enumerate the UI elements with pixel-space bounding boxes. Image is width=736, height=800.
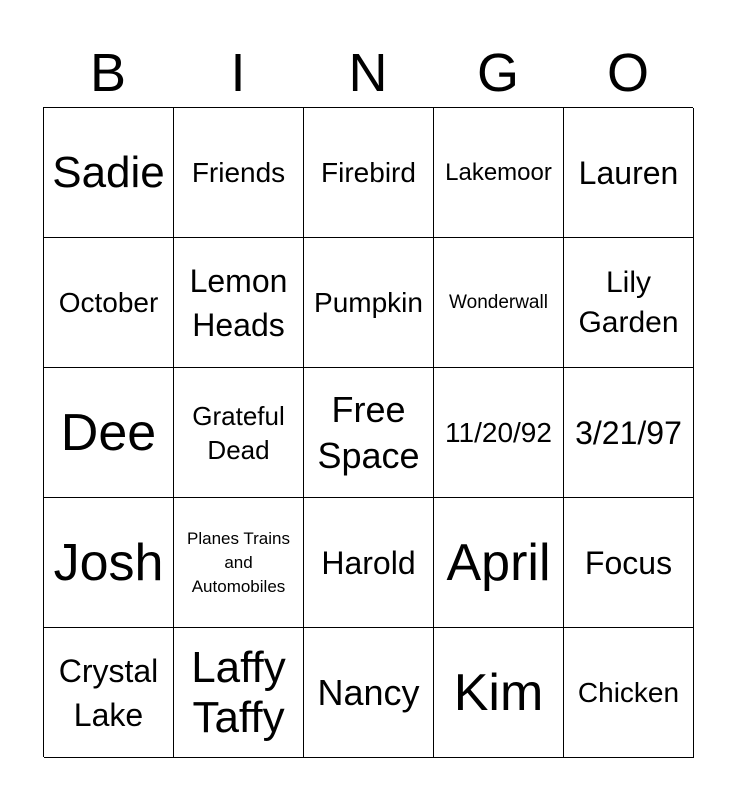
bingo-cell[interactable] [564,238,694,368]
bingo-cell[interactable] [564,628,694,758]
bingo-header [43,40,693,106]
bingo-cell[interactable] [434,498,564,628]
bingo-cell[interactable] [174,628,304,758]
bingo-cell[interactable] [564,108,694,238]
bingo-cell[interactable] [564,498,694,628]
bingo-cell[interactable] [434,368,564,498]
cell-text: Planes Trains and Automobiles [187,528,290,596]
cell-text: Dee [60,403,157,462]
bingo-cell[interactable] [174,108,304,238]
cell-text: Lakemoor [445,158,552,186]
bingo-cell[interactable] [44,628,174,758]
cell-text: Friends [191,156,286,188]
cell-text: Grateful Dead [192,400,285,465]
cell-text: Harold [321,544,416,581]
bingo-board [43,107,693,757]
free-space-text: Free Space [317,388,420,476]
cell-text: 3/21/97 [575,414,682,451]
bingo-cell[interactable] [44,368,174,498]
cell-text: Nancy [317,671,420,713]
bingo-cell[interactable] [44,498,174,628]
header-letter-b: B [89,43,127,103]
cell-text: Lemon Heads [189,262,288,343]
header-letter-i: I [230,43,246,103]
cell-text: Wonderwall [449,291,548,313]
bingo-cell[interactable] [564,368,694,498]
bingo-cell[interactable] [434,238,564,368]
cell-text: Focus [584,544,673,581]
header-letter-o: O [606,43,649,103]
bingo-cell[interactable] [174,498,304,628]
cell-text: Josh [53,533,164,592]
cell-text: Pumpkin [314,286,423,318]
bingo-cell[interactable] [304,368,434,498]
cell-text: April [446,533,551,592]
bingo-cell[interactable] [174,238,304,368]
bingo-cell[interactable] [44,238,174,368]
bingo-cell[interactable] [44,108,174,238]
cell-text: 11/20/92 [445,416,552,448]
bingo-cell[interactable] [434,108,564,238]
bingo-cell[interactable] [304,238,434,368]
bingo-cell[interactable] [174,368,304,498]
cell-text: Chicken [577,676,680,708]
cell-text: Lauren [578,154,679,191]
bingo-cell[interactable] [304,628,434,758]
header-letter-n: N [348,43,388,103]
cell-text: Sadie [52,147,165,197]
cell-text: October [58,286,159,318]
bingo-cell[interactable] [434,628,564,758]
header-letter-g: G [476,43,519,103]
bingo-cell[interactable] [304,498,434,628]
cell-text: Crystal Lake [58,652,159,733]
cell-text: Lily Garden [578,265,679,339]
cell-text: Laffy Taffy [191,642,286,742]
cell-text: Firebird [321,156,416,188]
bingo-cell[interactable] [304,108,434,238]
cell-text: Kim [453,663,544,722]
